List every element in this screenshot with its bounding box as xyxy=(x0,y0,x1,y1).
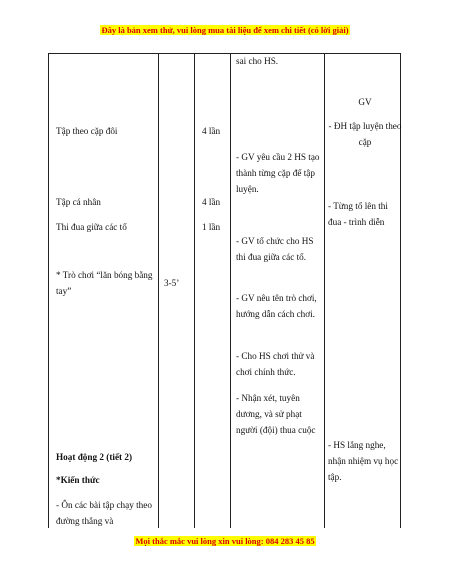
text-gv-neu-ten: - GV nêu tên trò chơi, hướng dẫn cách chơi. xyxy=(236,293,317,319)
preview-banner-text: Đây là bản xem thử, vui lòng mua tài liệu để xem chi tiết (có lời giải) xyxy=(101,25,349,35)
table-left-border xyxy=(48,53,49,528)
text-lan-3: 1 lần xyxy=(202,222,221,232)
text-gv-yeu-cau: - GV yêu cầu 2 HS tạo thành từng cặp để tập luyện. xyxy=(236,152,320,194)
text-lan-2: 4 lần xyxy=(202,197,221,207)
text-thi-dua: Thi đua giữa các tổ xyxy=(56,222,127,232)
text-tap-ca-nhan: Tập cá nhân xyxy=(56,197,101,207)
text-sai-cho-hs: sai cho HS. xyxy=(236,56,279,66)
contact-banner-text: Mọi thắc mắc vui lòng xin vui lòng: 084 283 45 85 xyxy=(135,536,315,546)
preview-banner xyxy=(0,25,450,35)
column-divider-4 xyxy=(324,53,325,528)
text-tap-doi: Tập theo cặp đôi xyxy=(56,126,118,136)
text-kien-thuc: *Kiến thức xyxy=(56,475,100,485)
text-dh-tap-luyen: - ĐH tập luyện theo cặp xyxy=(328,121,402,147)
contact-banner xyxy=(0,536,450,546)
text-gv: GV xyxy=(358,97,372,107)
column-divider-1 xyxy=(158,53,159,528)
text-time: 3-5’ xyxy=(164,278,180,288)
text-gv-to-chuc: - GV tổ chức cho HS thi đua giữa các tổ. xyxy=(236,236,314,262)
text-cho-hs-choi: - Cho HS chơi thử và chơi chính thức. xyxy=(236,351,315,377)
table-top-border xyxy=(48,53,401,54)
text-tung-to: - Từng tổ lên thi đua - trình diễn xyxy=(328,201,388,227)
text-on-cac: - Ôn các bài tập chạy theo đường thẳng và xyxy=(56,500,152,526)
text-lan-1: 4 lần xyxy=(202,126,221,136)
text-hs-lang-nghe: - HS lắng nghe, nhận nhiệm vụ học tập. xyxy=(328,440,399,482)
lesson-table xyxy=(48,53,401,528)
text-hoat-dong: Hoạt động 2 (tiết 2) xyxy=(56,452,133,462)
text-nhan-xet: - Nhận xét, tuyên dương, và sử phạt người (đội) thua cuộc xyxy=(236,393,316,435)
text-tro-choi: * Trò chơi “lăn bóng bằng tay” xyxy=(56,270,153,296)
